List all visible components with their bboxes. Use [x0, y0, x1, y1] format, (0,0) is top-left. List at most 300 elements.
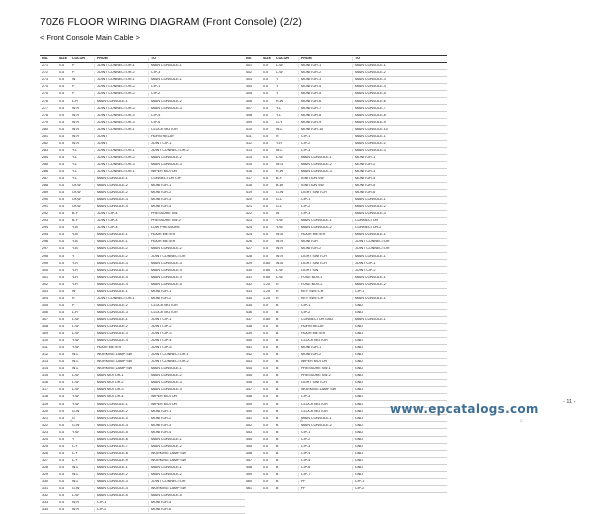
cell-from: IGNITION SW: [298, 184, 352, 188]
cell-no: 325: [42, 444, 48, 448]
cell-no: 295: [42, 233, 48, 237]
cell-to: JOINT CONNECTOR-1: [148, 353, 245, 357]
table-row: [244, 267, 447, 274]
cell-no: 444: [246, 367, 252, 371]
cell-size: 1.25: [263, 289, 270, 293]
cell-to: MAIN CONSOLE-1: [352, 297, 447, 301]
cell-from: MAIN CONSOLE-1: [94, 318, 148, 322]
cell-no: 414: [246, 155, 252, 159]
cell-color: Y-W: [72, 402, 79, 406]
cell-to: MAIN CONSOLE-2: [352, 142, 447, 146]
cell-to: MAIN CONSOLE-2: [148, 374, 245, 378]
cell-from: JOINT CIP-4: [94, 226, 148, 230]
cell-no: 445: [246, 374, 252, 378]
cell-color: Y-W: [276, 226, 283, 230]
cell-to: JOINT CONNECTOR-2: [148, 360, 245, 364]
cell-size: 0.5: [263, 402, 268, 406]
cell-from: MAIN CONSOLE-2: [94, 184, 148, 188]
cell-from: CIP-4: [298, 452, 352, 456]
table-row: [40, 296, 245, 303]
cell-to: JOINT CIP-5: [148, 346, 245, 350]
table-row: [244, 84, 447, 91]
cell-no: 287: [42, 177, 48, 181]
cell-to: MAIN CONSOLE-4: [148, 388, 245, 392]
table-row: [244, 296, 447, 303]
cell-size: 0.5: [263, 169, 268, 173]
cell-from: JOINT CONNECTOR-2: [94, 92, 148, 96]
cell-from: MAIN CONSOLE-1: [298, 156, 352, 160]
cell-from: MAIN CONSOLE-4: [94, 424, 148, 428]
cell-color: B: [276, 310, 279, 314]
cell-size: 0.85: [263, 275, 270, 279]
cell-no: 332: [42, 494, 48, 498]
cell-from: MAIN CONSOLE-3: [94, 198, 148, 202]
cell-size: 0.5: [59, 148, 64, 152]
cell-color: P: [72, 85, 75, 89]
cell-no: 430: [246, 268, 252, 272]
cell-color: Y-R: [276, 141, 282, 145]
cell-size: 0.5: [59, 367, 64, 371]
table-row: [244, 444, 447, 451]
cell-no: 284: [42, 155, 48, 159]
cell-size: 0.5: [263, 71, 268, 75]
cell-no: 272: [42, 71, 48, 75]
table-row: [244, 197, 447, 204]
cell-color: W-R: [72, 134, 80, 138]
cell-color: G-W: [276, 191, 284, 195]
cell-color: Y-B: [72, 247, 78, 251]
cell-from: MAIN CONSOLE-1: [298, 417, 352, 421]
cell-from: JOINT CONNECTOR-1: [94, 297, 148, 301]
cell-size: 0.5: [263, 303, 268, 307]
cell-size: 0.5: [59, 120, 64, 124]
cell-to: MONITOR-4: [352, 177, 447, 181]
table-row: [40, 500, 245, 507]
cell-color: B: [276, 381, 279, 385]
cell-from: MAIN CONSOLE-9: [94, 459, 148, 463]
cell-size: 0.5: [263, 367, 268, 371]
cell-size: 0.5: [59, 261, 64, 265]
cell-color: G-W: [72, 409, 80, 413]
table-row: [40, 190, 245, 197]
cell-color: W-R: [72, 141, 80, 145]
cell-color: Y: [276, 85, 279, 89]
cell-from: MONITOR-10: [298, 128, 352, 132]
cell-from: JOINT CONNECTOR-1: [94, 170, 148, 174]
table-row: [244, 458, 447, 465]
cell-color: B: [276, 332, 279, 336]
table-row: [40, 422, 245, 429]
cell-color: W-R: [72, 127, 80, 131]
cell-from: MAIN CONSOLE-2: [298, 226, 352, 230]
cell-to: MAIN CONSOLE-2: [148, 247, 245, 251]
cell-size: 0.5: [59, 254, 64, 258]
table-row: [40, 408, 245, 415]
cell-size: 0.5: [59, 317, 64, 321]
table-row: [40, 239, 245, 246]
cell-to: HOUR METER: [148, 233, 245, 237]
cell-from: MAIN CONSOLE-3: [94, 311, 148, 315]
cell-color: L-W: [276, 71, 283, 75]
table-header: [40, 55, 245, 63]
cell-color: B-Y: [276, 177, 282, 181]
cell-from: JOINT CIP-4: [94, 219, 148, 223]
cell-to: GND: [352, 360, 447, 364]
cell-no: 303: [42, 289, 48, 293]
table-row: [244, 155, 447, 162]
cell-color: B: [276, 409, 279, 413]
cell-size: 0.5: [263, 444, 268, 448]
cell-to: CIP-2: [148, 92, 245, 96]
cell-to: MAIN CONSOLE-1: [148, 367, 245, 371]
cell-size: 0.5: [263, 480, 268, 484]
cell-from: MAIN CONSOLE-3: [94, 480, 148, 484]
cell-no: 410: [246, 127, 252, 131]
cell-to: MAIN CONSOLE-4: [148, 276, 245, 280]
cell-size: 0.5: [263, 247, 268, 251]
cell-from: CLOCK MOTOR: [298, 339, 352, 343]
cell-no: 417: [246, 177, 252, 181]
cell-color: R: [276, 134, 279, 138]
cell-to: CIP-6: [148, 121, 245, 125]
cell-color: L-W: [72, 494, 79, 498]
cell-color: W-R: [72, 508, 80, 512]
cell-from: MAIN CONSOLE-2: [298, 424, 352, 428]
cell-size: 0.5: [263, 451, 268, 455]
cell-to: MAIN CONSOLE-2: [148, 445, 245, 449]
cell-to: WORKING LAMP SW: [148, 459, 245, 463]
cell-no: 278: [42, 113, 48, 117]
cell-size: 0.5: [59, 508, 64, 512]
cell-no: 443: [246, 360, 252, 364]
cell-no: 415: [246, 162, 252, 166]
cell-size: 0.85: [263, 261, 270, 265]
table-row: [40, 274, 245, 281]
cell-no: 431: [246, 275, 252, 279]
cell-no: 310: [42, 339, 48, 343]
cell-no: 438: [246, 325, 252, 328]
table-row: [40, 112, 245, 119]
cell-no: 458: [246, 465, 252, 469]
cell-to: CIP-5: [148, 114, 245, 118]
cell-from: JOINT CONNECTOR-3: [94, 121, 148, 125]
cell-no: 327: [42, 458, 48, 462]
cell-to: WIPER MOTOR: [148, 170, 245, 174]
cell-color: W-L: [72, 360, 79, 364]
cell-no: 283: [42, 148, 48, 152]
cell-no: 418: [246, 184, 252, 188]
table-header: [244, 55, 447, 63]
cell-from: WORKING LAMP SW: [94, 367, 148, 371]
cell-size: 0.5: [59, 268, 64, 272]
cell-from: MAIN CONSOLE-3: [94, 262, 148, 266]
cell-no: 291: [42, 205, 48, 209]
table-row: [244, 148, 447, 155]
cell-no: 279: [42, 120, 48, 124]
cell-to: MAIN CONSOLE-3: [352, 78, 447, 82]
watermark: www.epcatalogs.com: [390, 402, 539, 416]
cell-to: MONITOR-5: [352, 184, 447, 188]
cell-color: L-W: [72, 388, 79, 392]
cell-to: MAIN CONSOLE-3: [148, 381, 245, 385]
cell-size: 0.5: [59, 113, 64, 117]
cell-size: 0.5: [263, 360, 268, 364]
cell-color: B: [276, 367, 279, 371]
cell-to: JOINT CONNECTOR: [148, 480, 245, 484]
cell-to: MAIN CONSOLE-2: [148, 156, 245, 160]
table-row: [40, 141, 245, 148]
cell-no: 423: [246, 219, 252, 223]
cell-from: CIP-1: [298, 431, 352, 435]
cell-from: CIP-3: [298, 149, 352, 153]
cell-from: MAIN CONSOLE-4: [94, 276, 148, 280]
cell-no: 298: [42, 254, 48, 258]
cell-from: MAIN MOTOR-1: [94, 374, 148, 378]
cell-color: Y-W: [72, 395, 79, 399]
cell-no: 453: [246, 430, 252, 434]
table-row: [40, 289, 245, 296]
cell-color: G-L: [276, 198, 282, 202]
cell-from: MONITOR-2: [298, 247, 352, 251]
cell-no: 301: [42, 275, 48, 279]
table-row: [244, 451, 447, 458]
cell-color: P: [72, 64, 75, 68]
cell-color: Y-L: [72, 169, 78, 173]
cell-from: MAIN CONSOLE-7: [94, 445, 148, 449]
table-row: [40, 429, 245, 436]
cell-size: 0.5: [263, 113, 268, 117]
cell-from: MONITOR-2: [298, 353, 352, 357]
cell-size: 0.5: [263, 233, 268, 237]
cell-no: 324: [42, 437, 48, 441]
cell-size: 0.5: [59, 423, 64, 427]
cell-to: WORKING LAMP SW: [148, 452, 245, 456]
cell-no: 307: [42, 317, 48, 321]
cell-size: 0.5: [59, 92, 64, 96]
cell-size: 0.85: [263, 268, 270, 272]
cell-to: GND: [352, 332, 447, 336]
cell-size: 0.5: [59, 353, 64, 357]
cell-from: MAIN CONSOLE-2: [94, 304, 148, 308]
cell-color: W: [72, 78, 76, 82]
cell-to: WORKING LAMP SW: [148, 487, 245, 491]
cell-from: JOINT CONNECTOR-1: [94, 128, 148, 132]
cell-to: JOINT CIP-2: [148, 325, 245, 329]
table-row: [244, 289, 447, 296]
cell-from: MAIN CONSOLE-5: [94, 431, 148, 435]
cell-size: 0.5: [263, 430, 268, 434]
cell-size: 0.5: [263, 205, 268, 209]
cell-from: WORKING LAMP SW: [298, 388, 352, 392]
header-size: SIZE: [59, 57, 67, 61]
cell-color: Y: [276, 92, 279, 96]
cell-from: WORKING LAMP SW: [94, 353, 148, 357]
table-row: [244, 317, 447, 324]
cell-to: HOUR METER: [148, 240, 245, 244]
cell-color: Y-L: [276, 106, 282, 110]
cell-size: 0.5: [59, 177, 64, 181]
cell-to: GND: [352, 431, 447, 435]
cell-from: MONITOR-9: [298, 121, 352, 125]
table-row: [244, 352, 447, 359]
cell-no: 454: [246, 437, 252, 441]
cell-from: CIP-1: [94, 501, 148, 505]
cell-no: 435: [246, 303, 252, 307]
table-row: [244, 310, 447, 317]
cell-no: 317: [42, 388, 48, 392]
cell-size: 0.5: [263, 472, 268, 476]
cell-to: MONITOR-1: [148, 410, 245, 414]
cell-color: B: [276, 325, 279, 328]
cell-size: 0.5: [59, 444, 64, 448]
cell-from: MAIN CONSOLE-4: [94, 283, 148, 287]
cell-size: 0.5: [263, 346, 268, 350]
cell-from: MONITOR-1: [298, 346, 352, 350]
cell-from: MAIN CONSOLE-2: [94, 325, 148, 329]
cell-no: 274: [42, 85, 48, 89]
cell-color: Y-W: [276, 219, 283, 223]
cell-no: 290: [42, 198, 48, 202]
cell-to: MAIN CONSOLE-1: [148, 64, 245, 68]
table-row: [244, 211, 447, 218]
cell-no: 322: [42, 423, 48, 427]
cell-size: 0.5: [59, 226, 64, 230]
cell-from: MAIN CONSOLE-1: [298, 219, 352, 223]
cell-from: MAIN CONSOLE-2: [94, 191, 148, 195]
cell-color: L-W: [72, 325, 79, 328]
table-row: [40, 232, 245, 239]
cell-to: GND: [352, 374, 447, 378]
cell-size: 1.25: [263, 282, 270, 286]
header-to: TO: [352, 57, 447, 61]
cell-from: MAIN CONSOLE-1: [94, 403, 148, 407]
cell-from: FUSE BOX-1: [298, 276, 352, 280]
cell-from: LIGHT SWITCH: [298, 191, 352, 195]
cell-color: B: [276, 480, 279, 484]
cell-to: MAIN CONSOLE-2: [352, 71, 447, 75]
cell-no: 293: [42, 219, 48, 223]
cell-no: 289: [42, 191, 48, 195]
cell-to: MAIN CONSOLE-1: [352, 64, 447, 68]
cell-size: 0.5: [263, 134, 268, 138]
cell-no: 432: [246, 282, 252, 286]
cell-from: CIP-1: [298, 304, 352, 308]
cell-no: 273: [42, 78, 48, 82]
cell-color: W-B: [276, 261, 283, 265]
cell-no: 309: [42, 332, 48, 336]
cell-to: CLOCK MOTOR: [148, 128, 245, 132]
cell-color: W-L: [72, 465, 79, 469]
cell-from: MAIN CONSOLE-4: [94, 205, 148, 209]
cell-from: HOUR METER: [94, 346, 148, 350]
cell-to: MAIN CONSOLE-7: [352, 107, 447, 111]
cell-size: 0.5: [59, 402, 64, 406]
cell-size: 0.5: [263, 458, 268, 462]
cell-to: MONITOR-6: [148, 508, 245, 512]
table-row: [40, 183, 245, 190]
cell-color: Y-B: [72, 233, 78, 237]
cell-no: 281: [42, 134, 48, 138]
table-row: [244, 303, 447, 310]
cell-from: CIP-1: [298, 135, 352, 139]
cell-color: G-Y: [276, 120, 283, 124]
cell-size: 0.5: [263, 184, 268, 188]
cell-to: MAIN CONSOLE-1: [352, 135, 447, 139]
cell-to: JOINT CONNECTOR: [148, 255, 245, 259]
cell-color: P: [72, 303, 75, 307]
cell-no: 440: [246, 339, 252, 343]
cell-size: 0.5: [263, 395, 268, 399]
cell-color: B: [276, 353, 279, 357]
cell-color: Y-L: [276, 113, 282, 117]
cell-to: GND: [352, 381, 447, 385]
cell-to: MAIN CONSOLE-5: [148, 283, 245, 287]
cell-to: MAIN CONSOLE-1: [148, 78, 245, 82]
cell-to: MONITOR-1: [352, 156, 447, 160]
table-row: [40, 126, 245, 133]
cell-from: IGNITION SW: [298, 177, 352, 181]
header-size: SIZE: [263, 57, 271, 61]
cell-color: B: [276, 388, 279, 392]
cell-size: 0.85: [263, 317, 270, 321]
table-row: [40, 204, 245, 211]
cell-no: 439: [246, 332, 252, 336]
cell-no: 434: [246, 296, 252, 300]
cell-color: Y: [72, 437, 75, 441]
cell-no: 282: [42, 141, 48, 145]
cell-size: 0.5: [263, 120, 268, 124]
cell-from: PRESSURE SW-1: [298, 367, 352, 371]
cell-from: JOINT CIP-4: [94, 212, 148, 216]
cell-to: PRESSURE SW-2: [148, 219, 245, 223]
cell-no: 456: [246, 451, 252, 455]
cell-size: 0.5: [59, 247, 64, 251]
cell-color: L-W: [72, 381, 79, 385]
table-row: [244, 366, 447, 373]
cell-from: MAIN CONSOLE-2: [94, 247, 148, 251]
cell-no: 286: [42, 169, 48, 173]
cell-to: GND: [352, 445, 447, 449]
cell-color: W-L: [72, 480, 79, 484]
cell-color: Y: [72, 254, 75, 258]
cell-size: 0.5: [59, 155, 64, 159]
cell-from: MONITOR-6: [298, 100, 352, 104]
cell-color: Y-R: [72, 261, 78, 265]
cell-size: 0.5: [263, 332, 268, 336]
cell-size: 0.5: [59, 99, 64, 103]
cell-no: 411: [246, 134, 252, 138]
cell-from: JOINT CONNECTOR-1: [94, 149, 148, 153]
cell-from: CIP-2: [298, 311, 352, 315]
cell-from: JOINT: [94, 142, 148, 146]
cell-no: 305: [42, 303, 48, 307]
cell-to: MAIN CONSOLE-10: [352, 128, 447, 132]
cell-to: MAIN CONSOLE-9: [352, 121, 447, 125]
cell-no: 331: [42, 487, 48, 491]
cell-size: 0.5: [59, 472, 64, 476]
cell-no: 288: [42, 184, 48, 188]
table-row: [40, 366, 245, 373]
table-row: [244, 190, 447, 197]
cell-size: 0.5: [263, 465, 268, 469]
cell-size: 0.5: [59, 64, 64, 68]
table-row: [40, 338, 245, 345]
cell-size: 0.5: [59, 233, 64, 237]
cell-from: CIP-1: [298, 198, 352, 202]
table-row: [40, 352, 245, 359]
cell-size: 0.5: [263, 437, 268, 441]
footer-mark: C: [520, 418, 523, 423]
